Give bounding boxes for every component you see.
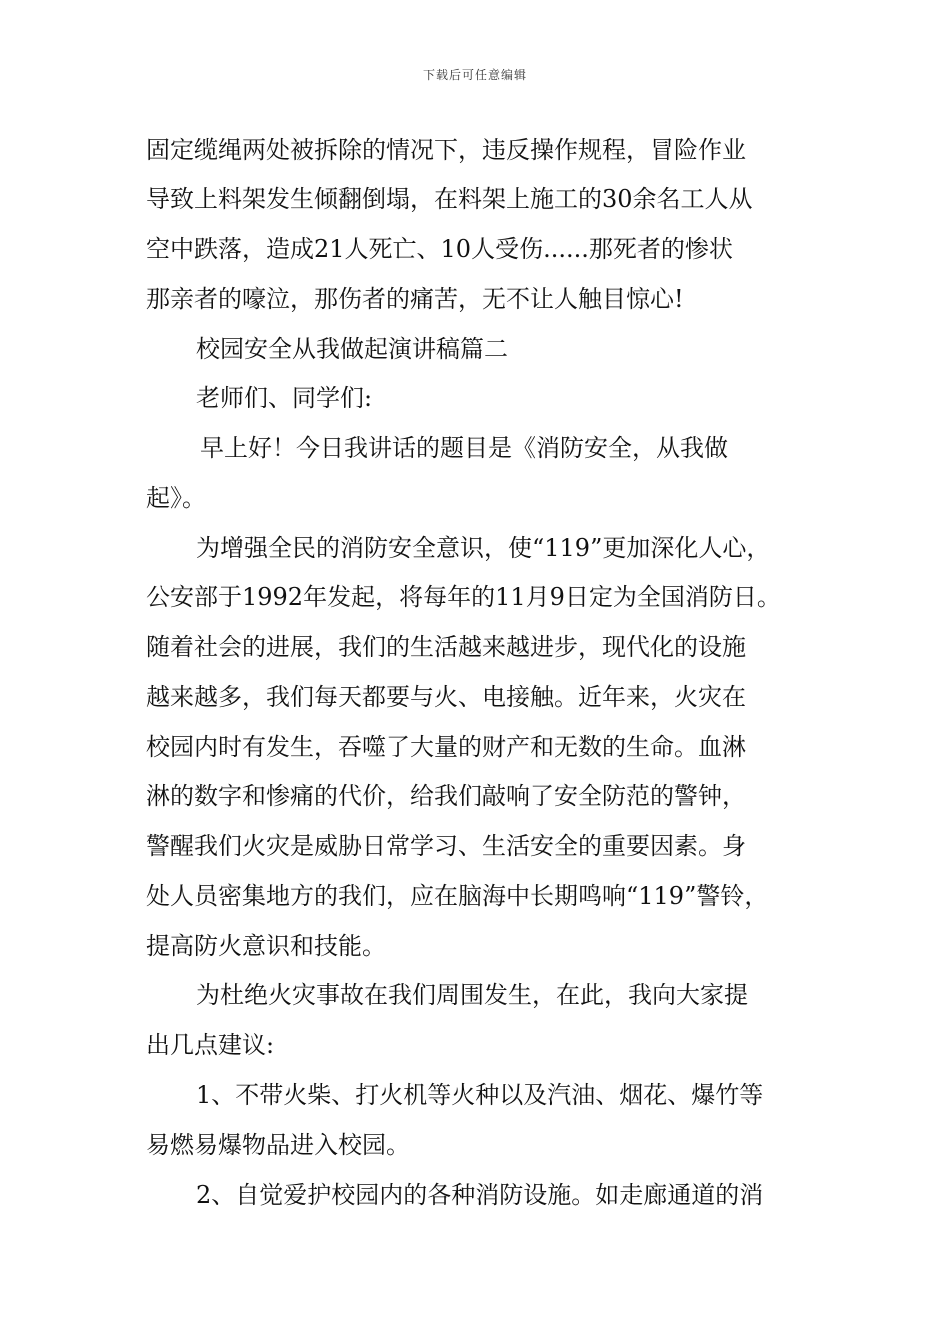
list-item: 2、自觉爱护校园内的各种消防设施。如走廊通道的消 (196, 1181, 764, 1209)
text-line: 固定缆绳两处被拆除的情况下，违反操作规程，冒险作业 (146, 136, 746, 164)
text-line: 警醒我们火灾是威胁日常学习、生活安全的重要因素。身 (146, 832, 746, 860)
list-item: 1、不带火柴、打火机等火种以及汽油、烟花、爆竹等 (196, 1081, 764, 1109)
page-header: 下载后可任意编辑 (422, 68, 527, 82)
text-line: 随着社会的进展，我们的生活越来越进步，现代化的设施 (146, 633, 746, 661)
text-line: 出几点建议: (146, 1031, 275, 1059)
text-line: 淋的数字和惨痛的代价，给我们敲响了安全防范的警钟， (146, 782, 746, 810)
text-line: 易燃易爆物品进入校园。 (146, 1131, 410, 1159)
text-line: 为杜绝火灾事故在我们周围发生，在此，我向大家提 (196, 981, 748, 1009)
text-line: 起》。 (146, 484, 206, 512)
text-line: 那亲者的嚎泣，那伤者的痛苦，无不让人触目惊心! (146, 285, 684, 313)
text-line: 校园内时有发生，吞噬了大量的财产和无数的生命。血淋 (146, 733, 746, 761)
text-line: 导致上料架发生倾翻倒塌，在料架上施工的30余名工人从 (146, 185, 753, 213)
salutation: 老师们、同学们: (196, 384, 373, 412)
text-line: 早上好！今日我讲话的题目是《消防安全，从我做 (200, 434, 728, 462)
text-line: 越来越多，我们每天都要与火、电接触。近年来，火灾在 (146, 683, 746, 711)
text-line: 提高防火意识和技能。 (146, 932, 386, 960)
text-line: 空中跌落，造成21人死亡、10人受伤......那死者的惨状 (146, 235, 733, 263)
text-line: 公安部于1992年发起，将每年的11月9日定为全国消防日。 (146, 583, 781, 611)
section-title: 校园安全从我做起演讲稿篇二 (196, 335, 508, 363)
text-line: 为增强全民的消防安全意识，使“119”更加深化人心， (196, 534, 771, 562)
text-line: 处人员密集地方的我们，应在脑海中长期鸣响“119”警铃， (146, 882, 769, 910)
